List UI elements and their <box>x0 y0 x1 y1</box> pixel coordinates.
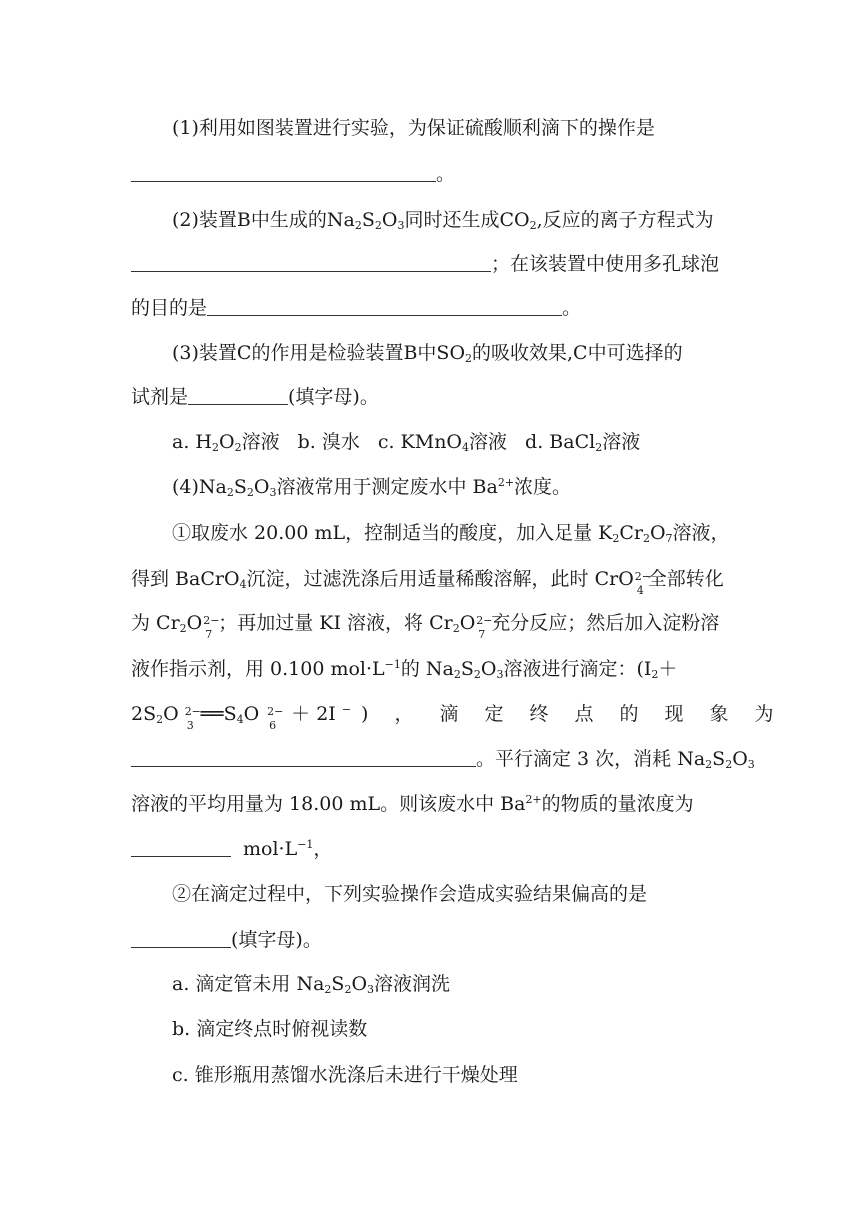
answer-blank[interactable] <box>131 165 436 182</box>
q4-p2-option-c: c. 锥形瓶用蒸馏水洗涤后未进行干燥处理 <box>172 1064 518 1086</box>
q4-p1-line5: $2S_2O$ 2− 3 $══S_4O$ 2− 6 ＋ 2I − ) ，滴定终点的现象为 <box>131 703 800 732</box>
q4-p1-line7: 溶液的平均用量为 18.00 mL。则该废水中 $Ba^{2+}$的物质的量浓度为 <box>131 793 694 815</box>
answer-blank[interactable] <box>131 840 231 857</box>
q4-p1-line4: 液作指示剂，用 0.100 $mol\cdot L^{-1}$的 $Na_2S_2O_3$溶液进行滴定：($I_2+$ <box>131 658 678 681</box>
q2-line2: ；在该装置中使用多孔球泡 <box>131 250 731 278</box>
q2-line3: 的目的是 。 <box>131 297 582 319</box>
answer-blank[interactable] <box>131 255 491 272</box>
q4-p2-line2: (填字母)。 <box>131 926 731 954</box>
q1-line1: (1)利用如图装置进行实验，为保证硫酸顺利滴下的操作是 <box>172 117 655 139</box>
q4-intro: $(4)Na_2S_2O_3$溶液常用于测定废水中 $Ba^{2+}$浓度。 <box>172 476 572 499</box>
q4-p1-line8: $mol\cdot L^{-1}$， <box>131 835 731 863</box>
q4-p2-option-a: a. 滴定管未用 $Na_2S_2O_3$溶液润洗 <box>172 973 451 996</box>
q1-line2: 。 <box>131 160 731 188</box>
q2-line1: (2)装置B中生成的$Na_2S_2O_3$同时还生成$CO_2$,反应的离子方程式为 <box>172 209 714 232</box>
q3-options: a. $H_2O_2$溶液 b. 溴水 c. KMnO$_4$溶液 d. BaCl$_2$溶液 <box>172 431 641 454</box>
answer-blank[interactable] <box>131 931 231 948</box>
q4-p1-line2: 得到 BaCrO$_4$沉淀，过滤洗涤后用适量稀酸溶解，此时 CrO 2− 4 全部转化 <box>131 568 724 597</box>
answer-blank[interactable] <box>131 750 476 767</box>
q4-p1-line3: 为 $Cr_2O$ 2− 7 ；再加过量 KI 溶液，将 $Cr_2O$ 2− 7 充分反应；然后加入淀粉溶 <box>131 612 720 641</box>
q3-line1: (3)装置C的作用是检验装置B中$SO_2$的吸收效果,C中可选择的 <box>172 342 683 365</box>
q3-line2: 试剂是 (填字母)。 <box>131 386 379 408</box>
q4-p1-line1: ①取废水 20.00 mL，控制适当的酸度，加入足量 $K_2Cr_2O_7$溶液， <box>172 522 730 545</box>
answer-blank[interactable] <box>207 299 562 316</box>
q4-p2-option-b: b. 滴定终点时俯视读数 <box>172 1018 368 1040</box>
answer-blank[interactable] <box>188 388 288 405</box>
q4-p2-line1: ②在滴定过程中，下列实验操作会造成实验结果偏高的是 <box>172 883 648 905</box>
q4-p1-line6: 。平行滴定 3 次，消耗 $Na_2S_2O_3$ <box>131 745 731 773</box>
